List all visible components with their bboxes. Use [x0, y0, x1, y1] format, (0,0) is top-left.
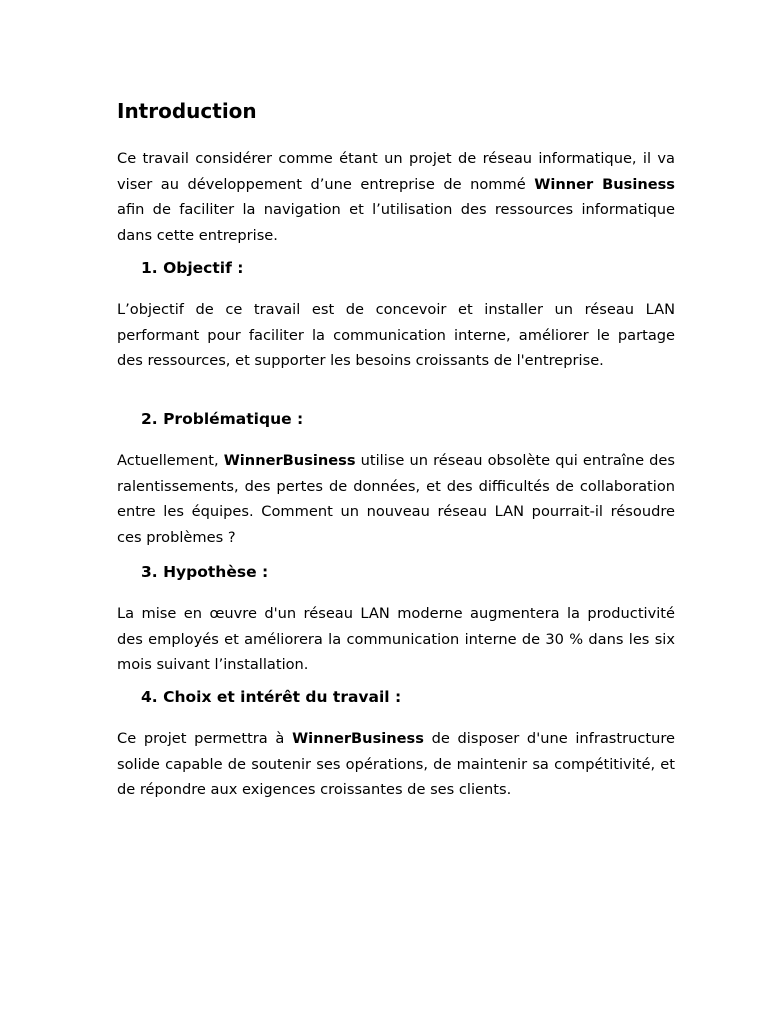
problematique-company-name: WinnerBusiness	[223, 452, 356, 469]
intro-paragraph	[117, 146, 675, 248]
hypothese-paragraph: La mise en œuvre d'un réseau LAN moderne augmentera la productivité des employés et améliorera la communication interne de 30 % dans les six mois suivant l’installation.	[117, 605, 675, 673]
problematique-text-part-1: Actuellement,	[117, 452, 224, 469]
page-title: Introduction	[117, 99, 257, 123]
problematique-paragraph	[117, 448, 675, 550]
intro-text-part-1: Ce travail considérer comme étant un projet de réseau informatique, il va viser au développement d’une entreprise de nommé	[117, 150, 675, 193]
heading-hypothese: 3. Hypothèse :	[141, 563, 269, 581]
heading-objectif: 1. Objectif :	[141, 259, 244, 277]
choix-text-part-1: Ce projet permettra à	[117, 730, 293, 747]
choix-interet-paragraph	[117, 726, 675, 803]
intro-text-part-2: afin de faciliter la navigation et l’utilisation des ressources informatique dans cette entreprise.	[117, 201, 675, 244]
choix-company-name: WinnerBusiness	[292, 730, 424, 747]
choix-text-part-2: de disposer d'une infrastructure solide capable de soutenir ses opérations, de maintenir sa compétitivité, et de répondre aux exigences croissantes de ses clients.	[117, 730, 675, 798]
intro-company-name: Winner Business	[534, 175, 675, 193]
objectif-paragraph: L’objectif de ce travail est de concevoir et installer un réseau LAN performant pour faciliter la communication interne, améliorer le partage des ressources, et supporter les besoins croissants de l'entreprise.	[117, 301, 675, 369]
heading-problematique: 2. Problématique :	[141, 410, 304, 428]
heading-choix-interet: 4. Choix et intérêt du travail :	[141, 688, 402, 706]
problematique-text-part-2: utilise un réseau obsolète qui entraîne des ralentissements, des pertes de données, et des difficultés de collaboration entre les équipes. Comment un nouveau réseau LAN pourrait-il résoudre ces problèmes ?	[117, 452, 675, 546]
